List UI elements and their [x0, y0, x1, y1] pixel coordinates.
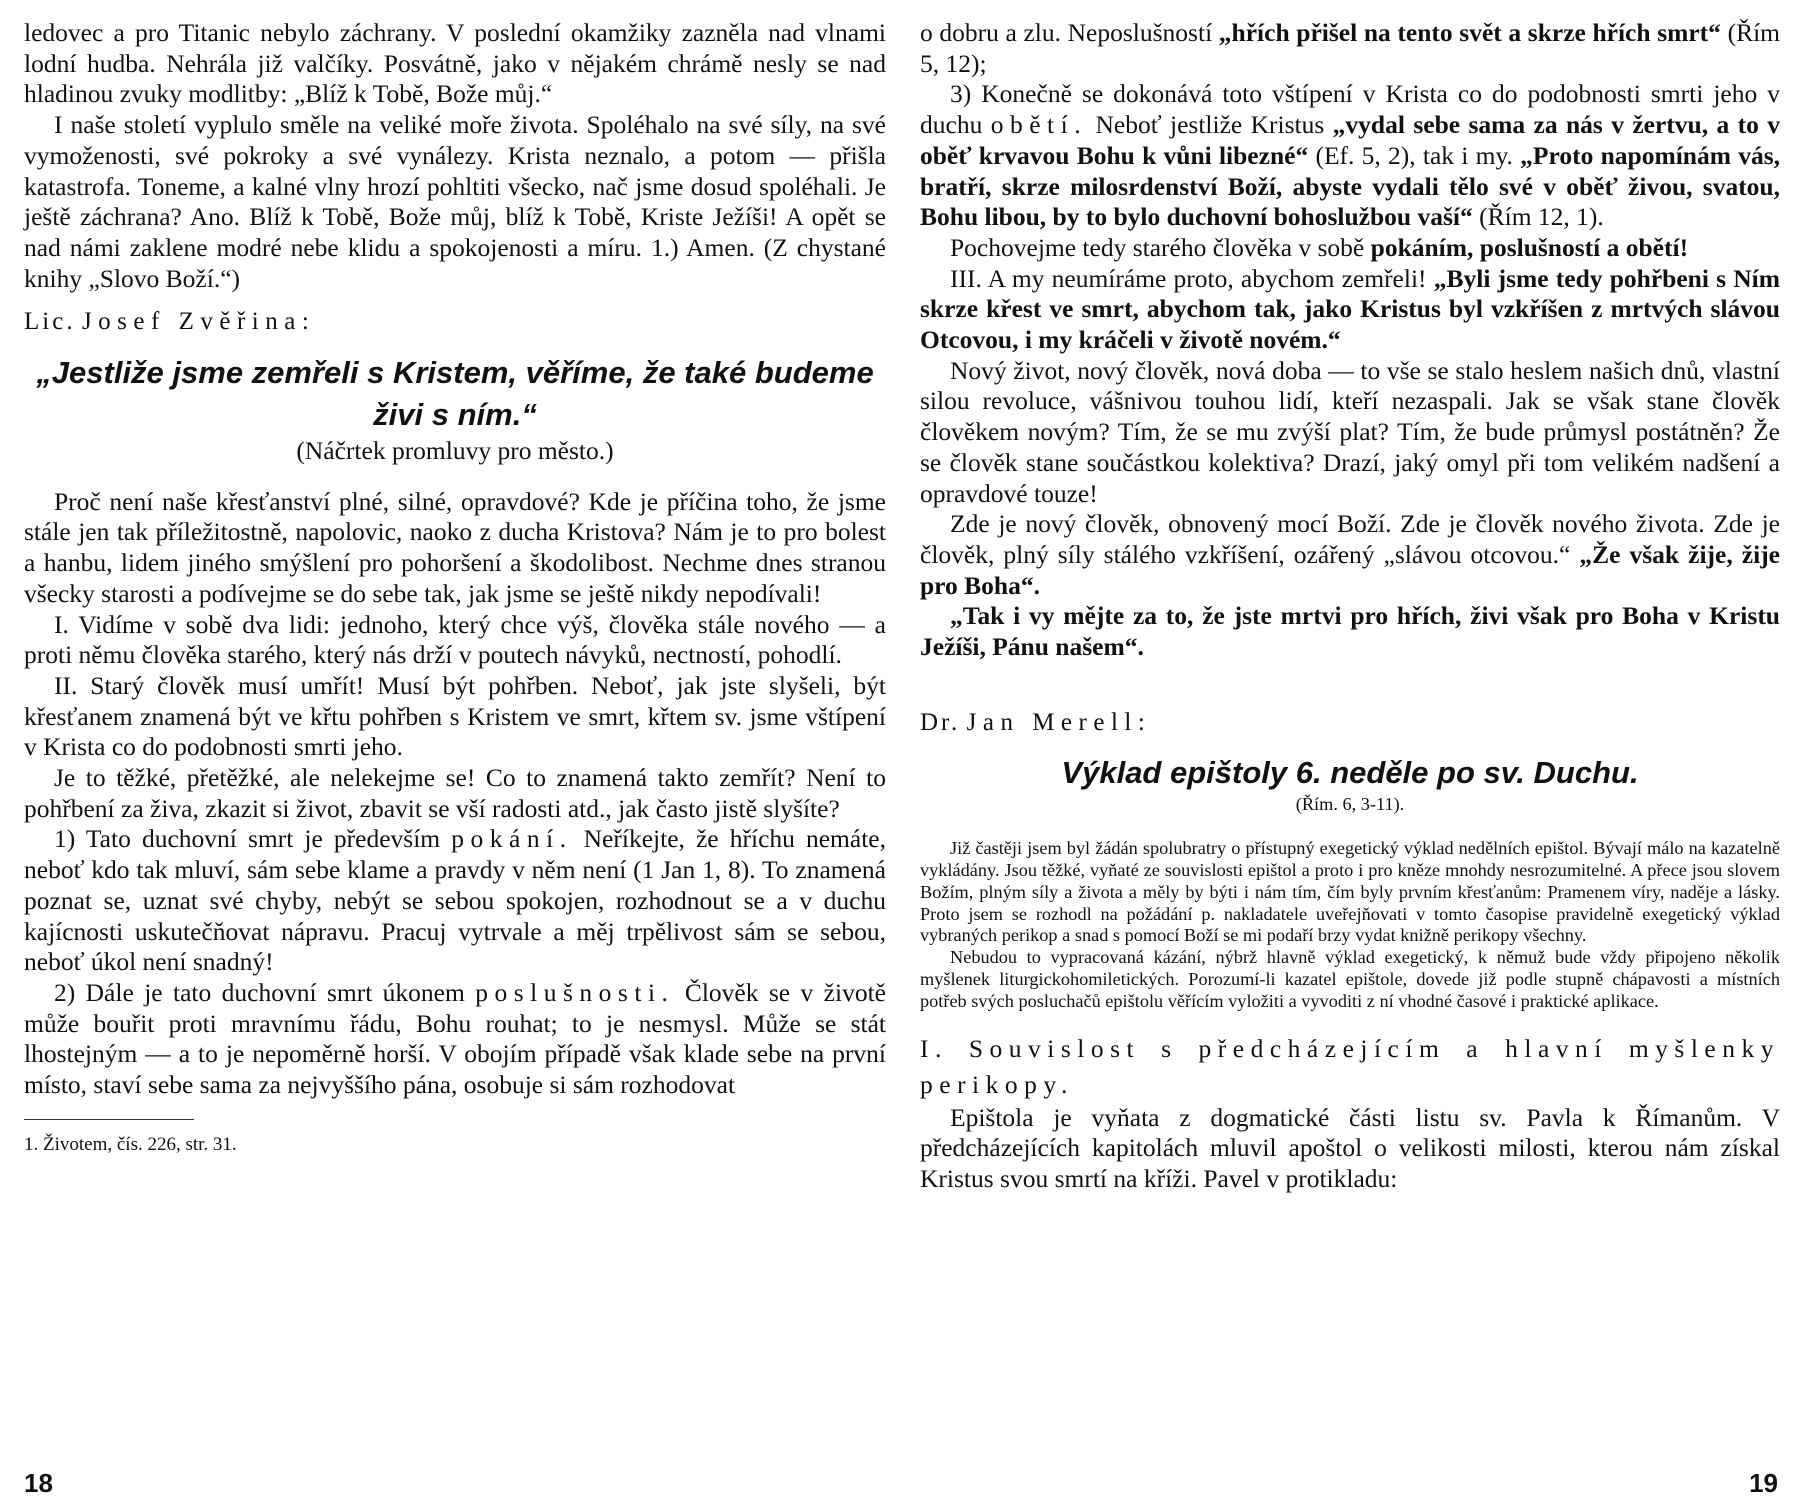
paragraph — [24, 824, 886, 978]
paragraph: II. Starý člověk musí umřít! Musí být pohřben. Neboť, jak jste slyšeli, být křesťanem znamená být ve křtu pohřben s Kristem ve smrt, křtem sv. jsme vštípení v Krista co do podobnosti smrti jeho. — [24, 670, 886, 762]
author-name: Jan Merell: — [966, 708, 1152, 736]
text-run: 1) Tato duchovní smrt je především — [54, 824, 441, 854]
paragraph — [920, 509, 1780, 601]
author-prefix: Lic. — [24, 308, 76, 336]
bold-text: pokáním, poslušností a obětí! — [1370, 232, 1689, 262]
paragraph — [920, 601, 1780, 662]
paragraph — [920, 233, 1780, 264]
text-run: Neříkejte, že hříchu nemáte, neboť kdo tak mluví, sám sebe klame a pravdy v něm není (1 Jan 1, 8). To znamená poznat se, uznat své chyby, nebýt se sebou spokojen, rozhodnout se a v duchu kajícnosti uskutečňovat nápravu. Pracuj vytrvale a měj trpělivost sám se sebou, neboť úkol není snadný! — [24, 824, 886, 977]
bold-quote: „Tak i vy mějte za to, že jste mrtvi pro hřích, živi však pro Boha v Kristu Ježíši, Pánu našem“. — [920, 601, 1780, 662]
article-subtitle: (Řím. 6, 3-11). — [1295, 794, 1405, 815]
left-column — [24, 18, 886, 1161]
paragraph — [920, 264, 1780, 356]
section-heading: I. Souvislost s předcházejícím a hlavní myšlenky perikopy. — [920, 1033, 1780, 1099]
footnote: 1. Životem, čís. 226, str. 31. — [24, 1133, 237, 1155]
bold-quote: „Že však žije, žije pro Boha“. — [920, 539, 1781, 600]
paragraph: Proč není naše křesťanství plné, silné, opravdové? Kde je příčina toho, že jsme stále jen tak příležitostně, napolovic, naoko z ducha Kristova? Nám je to pro bolest a hanbu, lidem jiného smýšlení pro pohoršení a škodolibost. Nechme dnes stranou všecky starosti a podívejme se do sebe tak, jak jsme se ještě nikdy nepodívali! — [24, 486, 886, 608]
article-title: Výklad epištoly 6. neděle po sv. Duchu. — [1061, 755, 1639, 791]
text-run: o dobru a zlu. Neposlušností — [920, 18, 1213, 47]
author-name: Josef Zvěřina: — [81, 308, 316, 336]
text-run: (Řím 12, 1). — [1479, 202, 1604, 232]
article-subtitle: (Náčrtek promluvy pro město.) — [296, 436, 614, 466]
intro-paragraph: Již častěji jsem byl žádán spolubratry o přístupný exegetický výklad nedělních epištol. Bývají málo na kazatelně vykládány. Jsou těžké, vyňaté ze souvislosti epištol a proto i pro kněze mnohdy nesrozumitelné. A přece jsou slovem Božím, plným síly a života a měly by býti i nám tím, čím byly prvním křesťanům: Pramenem víry, naděje a lásky. Proto jsem se rozhodl na požádání p. nakladatele uveřejňovati v tomto časopise pravidelně exegetický výklad vybraných perikop a snad s pomocí Boží se mi podaří brzy vydat knižně perikopy všechny. — [920, 838, 1780, 946]
bold-quote: „hřích přišel na tento svět a skrze hřích smrt“ — [1218, 18, 1721, 47]
emphasis-spaced: poslušnosti. — [475, 977, 675, 1007]
intro-paragraph: Nebudou to vypracovaná kázání, nýbrž hlavně výklad exegetický, k němuž bude vždy připojeno několik myšlenek liturgickohomiletických. Porozumí-li kazatel epištole, dovede již podle stupně chápavosti a místních potřeb svých posluchačů epištolu věřícím vyložiti a vyvoditi z ní vhodné časové i praktické aplikace. — [920, 947, 1780, 1011]
article-author — [920, 707, 1780, 739]
emphasis-spaced: pokání. — [451, 824, 573, 854]
text-run: (Ef. 5, 2), tak i my. — [1315, 140, 1513, 170]
text-run: 2) Dále je tato duchovní smrt úkonem — [54, 977, 465, 1007]
right-column — [920, 18, 1780, 1195]
paragraph: ledovec a pro Titanic nebylo záchrany. V poslední okamžiky zazněla nad vlnami lodní hudba. Nehrála již valčíky. Posvátně, jako v nějakém chrámě nesly se nad hladinou zvuky modlitby: „Blíž k Tobě, Bože můj.“ — [24, 18, 886, 109]
paragraph: I. Vidíme v sobě dva lidi: jednoho, který chce výš, člověka stále nového — a proti němu člověka starého, který nás drží v poutech návyků, nectností, pohodlí. — [24, 609, 886, 670]
footnote-rule — [24, 1119, 194, 1120]
text-run: Člověk se v životě může bouřit proti mravnímu řádu, Bohu rouhat; to je nesmysl. Může se stát lhostejným — a to je nepoměrně horší. V obojím případě však klade sebe na první místo, staví sebe sama za nejvyššího pána, osobuje si sám rozhodovat — [24, 977, 886, 1100]
bold-quote: „Proto napomínám vás, bratří, skrze milosrdenství Boží, abyste vydali tělo své v oběť živou, svatou, Bohu libou, by to bylo duchovní bohoslužbou vaší“ — [920, 140, 1781, 232]
emphasis-spaced: obětí. — [990, 110, 1088, 140]
page-number-left: 18 — [24, 1468, 53, 1498]
text-run: Zde je nový člověk, obnovený mocí Boží. Zde je člověk nového života. Zde je člověk, plný síly stálého vzkříšení, ozářený „slávou otcovou.“ — [920, 509, 1780, 569]
text-run: Pochovejme tedy starého člověka v sobě — [950, 232, 1365, 262]
paragraph: I naše století vyplulo směle na veliké moře života. Spoléhalo na své síly, na své vymoženosti, své pokroky a své vynálezy. Krista neznalo, a potom — přišla katastrofa. Toneme, a kalné vlny hrozí pohltiti všecko, nač jsme dosud spoléhali. Je ještě záchrana? Ano. Blíž k Tobě, Bože můj, blíž k Tobě, Kriste Ježíši! A opět se nad námi zaklene modré nebe klidu a spokojenosti a míru. 1.) Amen. (Z chystané knihy „Slovo Boží.“) — [24, 110, 886, 293]
article-author — [24, 306, 886, 338]
text-run: Neboť jestliže Kristus — [1095, 110, 1325, 140]
text-run: (Řím 5, 12); — [920, 18, 1780, 78]
paragraph: Epištola je vyňata z dogmatické části listu sv. Pavla k Římanům. V předcházejících kapitolách mluvil apoštol o velikosti milosti, kterou nám získal Kristus svou smrtí na kříži. Pavel v protikladu: — [920, 1102, 1780, 1194]
text-run: 3) Konečně se dokonává toto vštípení v Krista co do podobnosti smrti jeho v duchu — [920, 79, 1780, 140]
paragraph: Nový život, nový člověk, nová doba — to vše se stalo heslem našich dnů, vlastní silou revoluce, vášnivou touhou lidí, kteří nezaspali. Jak se však stane člověk člověkem novým? Tím, že se mu zvýší plat? Tím, že bude průmysl postátněn? Že se člověk stane součástkou kolektiva? Drazí, jaký omyl při tom velikém nadšení a opravdové touze! — [920, 355, 1780, 508]
bold-quote: „vydal sebe sama za nás v žertvu, a to v oběť krvavou Bohu k vůni libezné“ — [920, 110, 1780, 170]
paragraph — [24, 978, 886, 1101]
paragraph: Je to těžké, přetěžké, ale nelekejme se! Co to znamená takto zemřít? Není to pohřbení za živa, zkazit si život, zbavit se vší radosti atd., jak často jistě slyšíte? — [24, 763, 886, 823]
paragraph — [920, 18, 1780, 79]
text-run: III. A my neumíráme proto, abychom zemřeli! — [950, 263, 1427, 293]
author-prefix: Dr. — [920, 708, 961, 736]
paragraph — [920, 79, 1780, 233]
article-title: „Jestliže jsme zemřeli s Kristem, věříme, že také budeme živi s ním.“ — [36, 355, 874, 433]
bold-quote: „Byli jsme tedy pohřbeni s Ním skrze křest ve smrt, abychom tak, jako Kristus byl vzkříšen z mrtvých slávou Otcovou, i my kráčeli v životě novém.“ — [920, 263, 1780, 355]
page-number-right: 19 — [1749, 1468, 1778, 1498]
